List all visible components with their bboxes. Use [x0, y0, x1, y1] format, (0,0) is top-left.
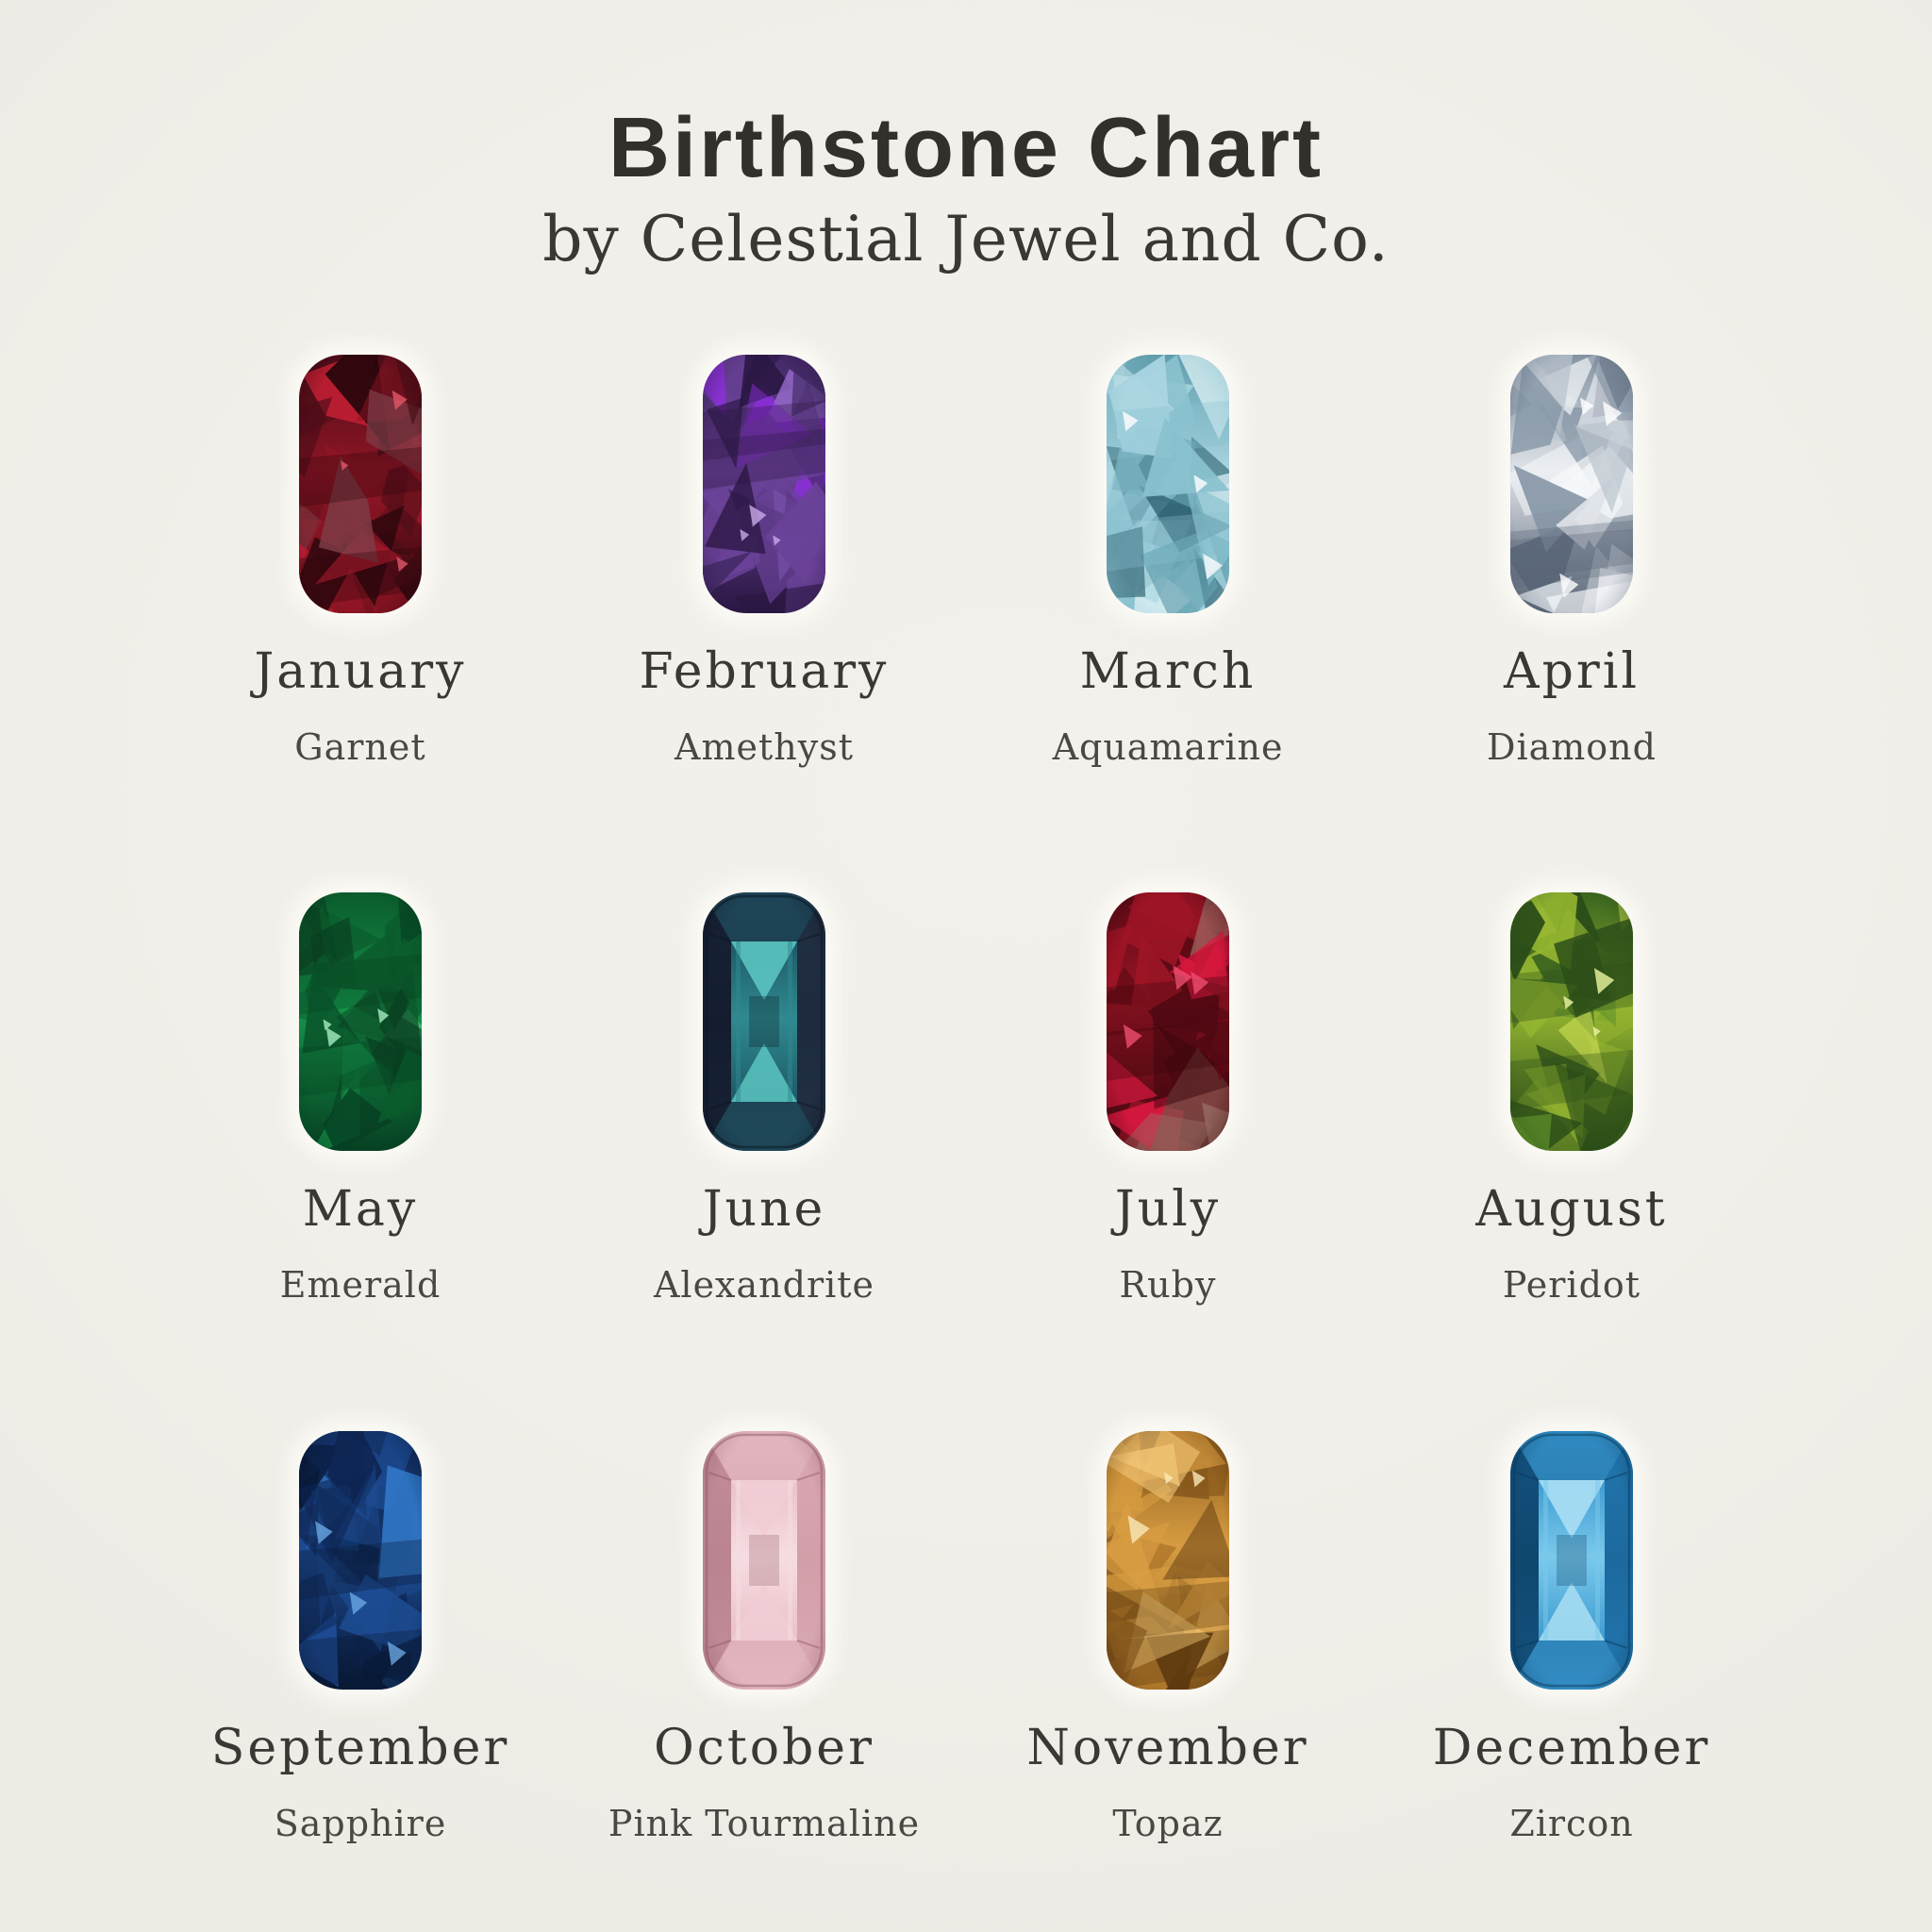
gem-name-label: Garnet — [294, 725, 426, 768]
month-label: September — [210, 1719, 510, 1776]
gem-name-label: Zircon — [1509, 1802, 1634, 1844]
birthstone-grid — [158, 355, 1774, 1847]
stone-card-october — [562, 1431, 966, 1847]
peridot-gem-image — [1510, 892, 1633, 1151]
stone-card-april — [1370, 355, 1774, 771]
garnet-gem-image — [299, 355, 422, 613]
month-label: January — [254, 642, 467, 700]
amethyst-gem-image — [703, 355, 825, 613]
month-label: July — [1114, 1181, 1222, 1239]
gem-name-label: Topaz — [1112, 1802, 1224, 1844]
month-label: May — [302, 1181, 419, 1239]
month-label: April — [1504, 642, 1640, 700]
diamond-gem-image — [1510, 355, 1633, 613]
gem-name-label: Aquamarine — [1052, 725, 1284, 768]
sapphire-gem-image — [299, 1431, 422, 1690]
month-label: December — [1432, 1719, 1711, 1776]
ruby-gem-image — [1107, 892, 1229, 1151]
gem-name-label: Peridot — [1502, 1264, 1641, 1307]
gem-name-label: Sapphire — [274, 1802, 447, 1844]
month-label: June — [702, 1181, 826, 1239]
header — [0, 0, 1932, 275]
stone-card-march — [966, 355, 1370, 771]
gem-name-label: Alexandrite — [653, 1264, 875, 1307]
month-label: March — [1079, 642, 1257, 700]
gem-name-label: Ruby — [1119, 1264, 1217, 1307]
stone-card-september — [158, 1431, 562, 1847]
stone-card-june — [562, 892, 966, 1308]
stone-card-july — [966, 892, 1370, 1308]
stone-card-february — [562, 355, 966, 771]
month-label: February — [639, 642, 890, 700]
gem-name-label: Pink Tourmaline — [608, 1802, 921, 1844]
topaz-gem-image — [1107, 1431, 1229, 1690]
month-label: August — [1475, 1181, 1668, 1239]
stone-card-august — [1370, 892, 1774, 1308]
gem-name-label: Amethyst — [675, 725, 854, 768]
gem-name-label: Emerald — [279, 1264, 441, 1307]
stone-card-may — [158, 892, 562, 1308]
alexandrite-gem-image — [703, 892, 825, 1151]
month-label: October — [654, 1719, 874, 1776]
stone-card-december — [1370, 1431, 1774, 1847]
gem-name-label: Diamond — [1487, 725, 1657, 768]
zircon-gem-image — [1510, 1431, 1633, 1690]
emerald-gem-image — [299, 892, 422, 1151]
pink-tourmaline-gem-image — [703, 1431, 825, 1690]
stone-card-january — [158, 355, 562, 771]
stone-card-november — [966, 1431, 1370, 1847]
month-label: November — [1026, 1719, 1309, 1776]
page-subtitle: by Celestial Jewel and Co. — [542, 203, 1390, 275]
page-title: Birthstone Chart — [608, 101, 1324, 195]
aquamarine-gem-image — [1107, 355, 1229, 613]
